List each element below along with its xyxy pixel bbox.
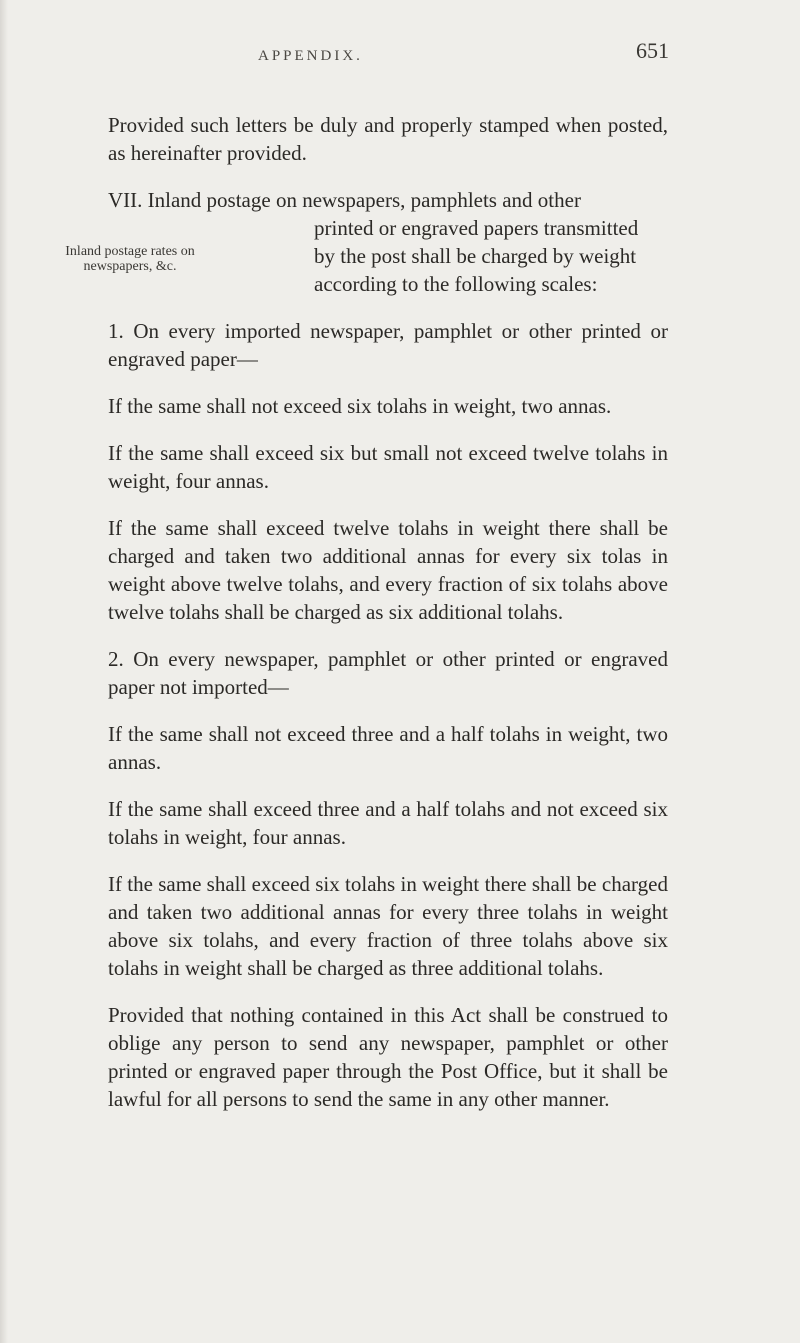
binding-edge bbox=[0, 0, 8, 1343]
marginal-note: Inland postage rates on newspapers, &c. bbox=[65, 244, 195, 274]
section-vii-line-4: according to the following scales: bbox=[314, 272, 598, 296]
section-vii-line-3: by the post shall be charged by weight bbox=[314, 244, 637, 268]
item-1-rule-a: If the same shall not exceed six tolahs in weight, two annas. bbox=[108, 394, 612, 418]
item-2-intro: 2. On every newspaper, pamphlet or other printed or engraved paper not imported— bbox=[108, 647, 668, 699]
section-vii-line-1: VII. Inland postage on newspapers, pamphlets and other bbox=[108, 188, 581, 212]
item-1-rule-b: If the same shall exceed six but small not exceed twelve tolahs in weight, four annas. bbox=[108, 441, 668, 493]
item-2-rule-a: If the same shall not exceed three and a half tolahs in weight, two annas. bbox=[108, 722, 668, 774]
running-head: APPENDIX. bbox=[258, 48, 363, 64]
section-vii-line-2: printed or engraved papers transmitted bbox=[314, 216, 639, 240]
proviso-paragraph: Provided that nothing contained in this Act shall be construed to oblige any person to send any newspaper, pamphlet or other printed or engraved paper through the Post Office, but it shall be lawful for all persons to send the same in any other manner. bbox=[108, 1003, 668, 1111]
paragraph-provided-letters: Provided such letters be duly and properly stamped when posted, as hereinafter provided. bbox=[108, 113, 668, 165]
item-2-rule-c: If the same shall exceed six tolahs in weight there shall be charged and taken two additional annas for every three tolahs in weight above six tolahs, and every fraction of three tolahs above six tolahs in weight shall be charged as three additional tolahs. bbox=[108, 872, 668, 980]
item-1-intro: 1. On every imported newspaper, pamphlet or other printed or engraved paper— bbox=[108, 319, 668, 371]
item-2-rule-b: If the same shall exceed three and a half tolahs and not exceed six tolahs in weight, four annas. bbox=[108, 797, 668, 849]
page-number: 651 bbox=[636, 38, 669, 63]
body-text bbox=[108, 111, 668, 1132]
section-vii bbox=[108, 186, 668, 298]
item-1-rule-c: If the same shall exceed twelve tolahs in weight there shall be charged and taken two additional annas for every six tolas in weight above twelve tolahs, and every fraction of six tolahs above twelve tolahs shall be charged as six additional tolahs. bbox=[108, 516, 668, 624]
